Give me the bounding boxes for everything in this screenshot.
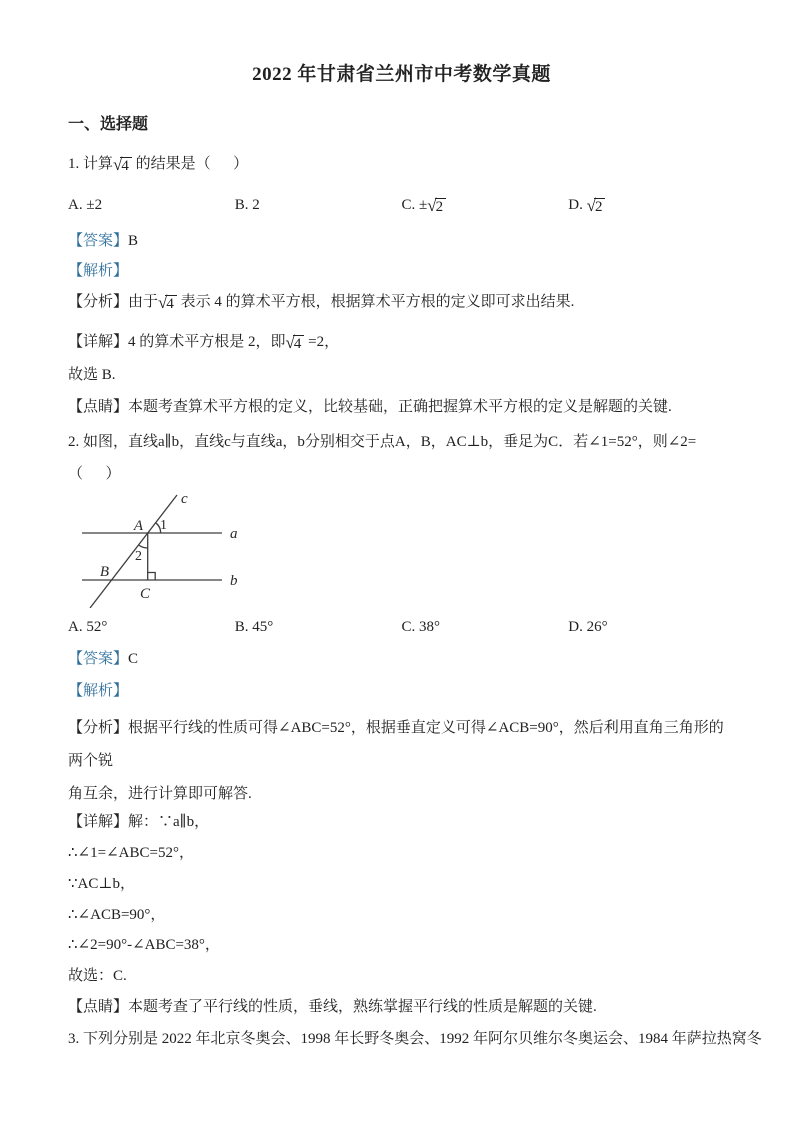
q2-answer-line bbox=[68, 648, 735, 670]
q2-fenxi bbox=[68, 712, 735, 811]
q1-xiangjie-post: =2， bbox=[304, 334, 340, 350]
q2-option-c: C. 38° bbox=[401, 619, 441, 635]
radicand: 4 bbox=[120, 157, 132, 174]
radical-sign-icon: √ bbox=[113, 155, 123, 174]
radicand: 2 bbox=[435, 198, 447, 215]
q3-stem: 3. 下列分别是 2022 年北京冬奥会、1998 年长野冬奥会、1992 年阿尔贝维尔冬奥运会、1984 年萨拉热窝冬 bbox=[68, 1031, 762, 1047]
label-line-b: b bbox=[230, 573, 238, 589]
q1-analysis-label bbox=[68, 260, 735, 282]
q2-step: ∵AC⊥b， bbox=[68, 876, 135, 892]
q1-option-c bbox=[402, 194, 569, 216]
q2-option-a: A. 52° bbox=[68, 619, 108, 635]
q1-answer-value: B bbox=[128, 233, 139, 249]
label-point-C: C bbox=[139, 586, 151, 602]
radicand: 4 bbox=[165, 295, 177, 312]
q2-step: 【详解】解：∵a∥b， bbox=[68, 814, 210, 830]
q2-step: ∴∠1=∠ABC=52°， bbox=[68, 845, 194, 861]
q2-geometry-figure bbox=[80, 490, 735, 608]
label-line-c: c bbox=[181, 491, 188, 507]
q1-fenxi-pre: 【分析】由于 bbox=[68, 294, 159, 310]
page-title: 2022 年甘肃省兰州市中考数学真题 bbox=[252, 64, 551, 85]
q2-step: ∴∠ACB=90°， bbox=[68, 907, 166, 923]
label-point-A: A bbox=[133, 518, 143, 534]
label-point-B: B bbox=[99, 564, 109, 580]
line-c bbox=[90, 495, 177, 608]
q2-analysis-label bbox=[68, 680, 735, 702]
q2-stem-line2: （ ） bbox=[68, 466, 121, 482]
q1-fenxi bbox=[68, 290, 735, 314]
q1-dianjing: 【点睛】本题考查算术平方根的定义，比较基础，正确把握算术平方根的定义是解题的关键. bbox=[68, 399, 672, 415]
angle2-arc bbox=[139, 545, 148, 548]
q2-answer-value: C bbox=[128, 651, 139, 667]
analysis-label: 【解析】 bbox=[68, 683, 129, 699]
section-heading: 一、选择题 bbox=[68, 116, 149, 133]
q1-stem-post: 的结果是（ ） bbox=[131, 156, 249, 172]
option-text: D. bbox=[568, 197, 587, 213]
q1-option-b bbox=[235, 194, 402, 216]
q2-stem-line1: 2. 如图，直线a∥b，直线c与直线a，b分别相交于点A，B，AC⊥b，垂足为C．若∠1=52°，则∠2= bbox=[68, 434, 697, 450]
q1-answer-line bbox=[68, 230, 735, 252]
q1-xiangjie-pre: 【详解】4 的算术平方根是 2，即 bbox=[68, 334, 286, 350]
q1-fenxi-post: 表示 4 的算术平方根，根据算术平方根的定义即可求出结果. bbox=[176, 294, 575, 310]
analysis-label: 【解析】 bbox=[68, 263, 129, 279]
radical-sign-icon: √ bbox=[285, 333, 295, 352]
q2-option-d: D. 26° bbox=[568, 619, 608, 635]
q2-fenxi-line2: 角互余，进行计算即可解答. bbox=[68, 786, 252, 802]
option-text: B. 2 bbox=[234, 197, 260, 213]
radical-sign-icon: √ bbox=[586, 196, 596, 215]
radical-sign-icon: √ bbox=[427, 196, 437, 215]
label-line-a: a bbox=[230, 526, 238, 542]
label-angle-2: 2 bbox=[135, 549, 142, 564]
option-text: C. ± bbox=[401, 197, 428, 213]
q2-conclusion: 故选：C. bbox=[68, 968, 127, 984]
q1-stem-pre: 1. 计算 bbox=[68, 156, 114, 172]
sqrt-radical bbox=[158, 294, 177, 312]
q2-step: ∴∠2=90°-∠ABC=38°， bbox=[68, 937, 220, 953]
sqrt-radical bbox=[587, 197, 606, 215]
q1-conclusion: 故选 B. bbox=[68, 367, 116, 383]
label-angle-1: 1 bbox=[160, 518, 167, 533]
answer-label: 【答案】 bbox=[68, 651, 129, 667]
q2-options bbox=[68, 616, 735, 638]
radicand: 2 bbox=[594, 198, 606, 215]
q1-option-a bbox=[68, 194, 235, 216]
parallel-lines-diagram bbox=[80, 490, 265, 608]
q1-stem bbox=[68, 152, 735, 176]
answer-label: 【答案】 bbox=[68, 233, 129, 249]
q2-dianjing: 【点睛】本题考查了平行线的性质，垂线，熟练掌握平行线的性质是解题的关键. bbox=[68, 999, 597, 1015]
sqrt-radical bbox=[286, 334, 305, 352]
q1-options bbox=[68, 194, 735, 216]
q1-option-d bbox=[568, 194, 735, 216]
radical-sign-icon: √ bbox=[158, 293, 168, 312]
q2-option-b: B. 45° bbox=[234, 619, 274, 635]
right-angle-mark bbox=[148, 573, 156, 581]
sqrt-radical bbox=[427, 197, 446, 215]
sqrt-radical bbox=[113, 156, 132, 174]
option-text: A. ±2 bbox=[68, 197, 103, 213]
q1-xiangjie bbox=[68, 330, 735, 354]
q2-fenxi-line1: 【分析】根据平行线的性质可得∠ABC=52°，根据垂直定义可得∠ACB=90°，然后利用直角三角形的两个锐 bbox=[68, 720, 724, 769]
radicand: 4 bbox=[293, 335, 305, 352]
